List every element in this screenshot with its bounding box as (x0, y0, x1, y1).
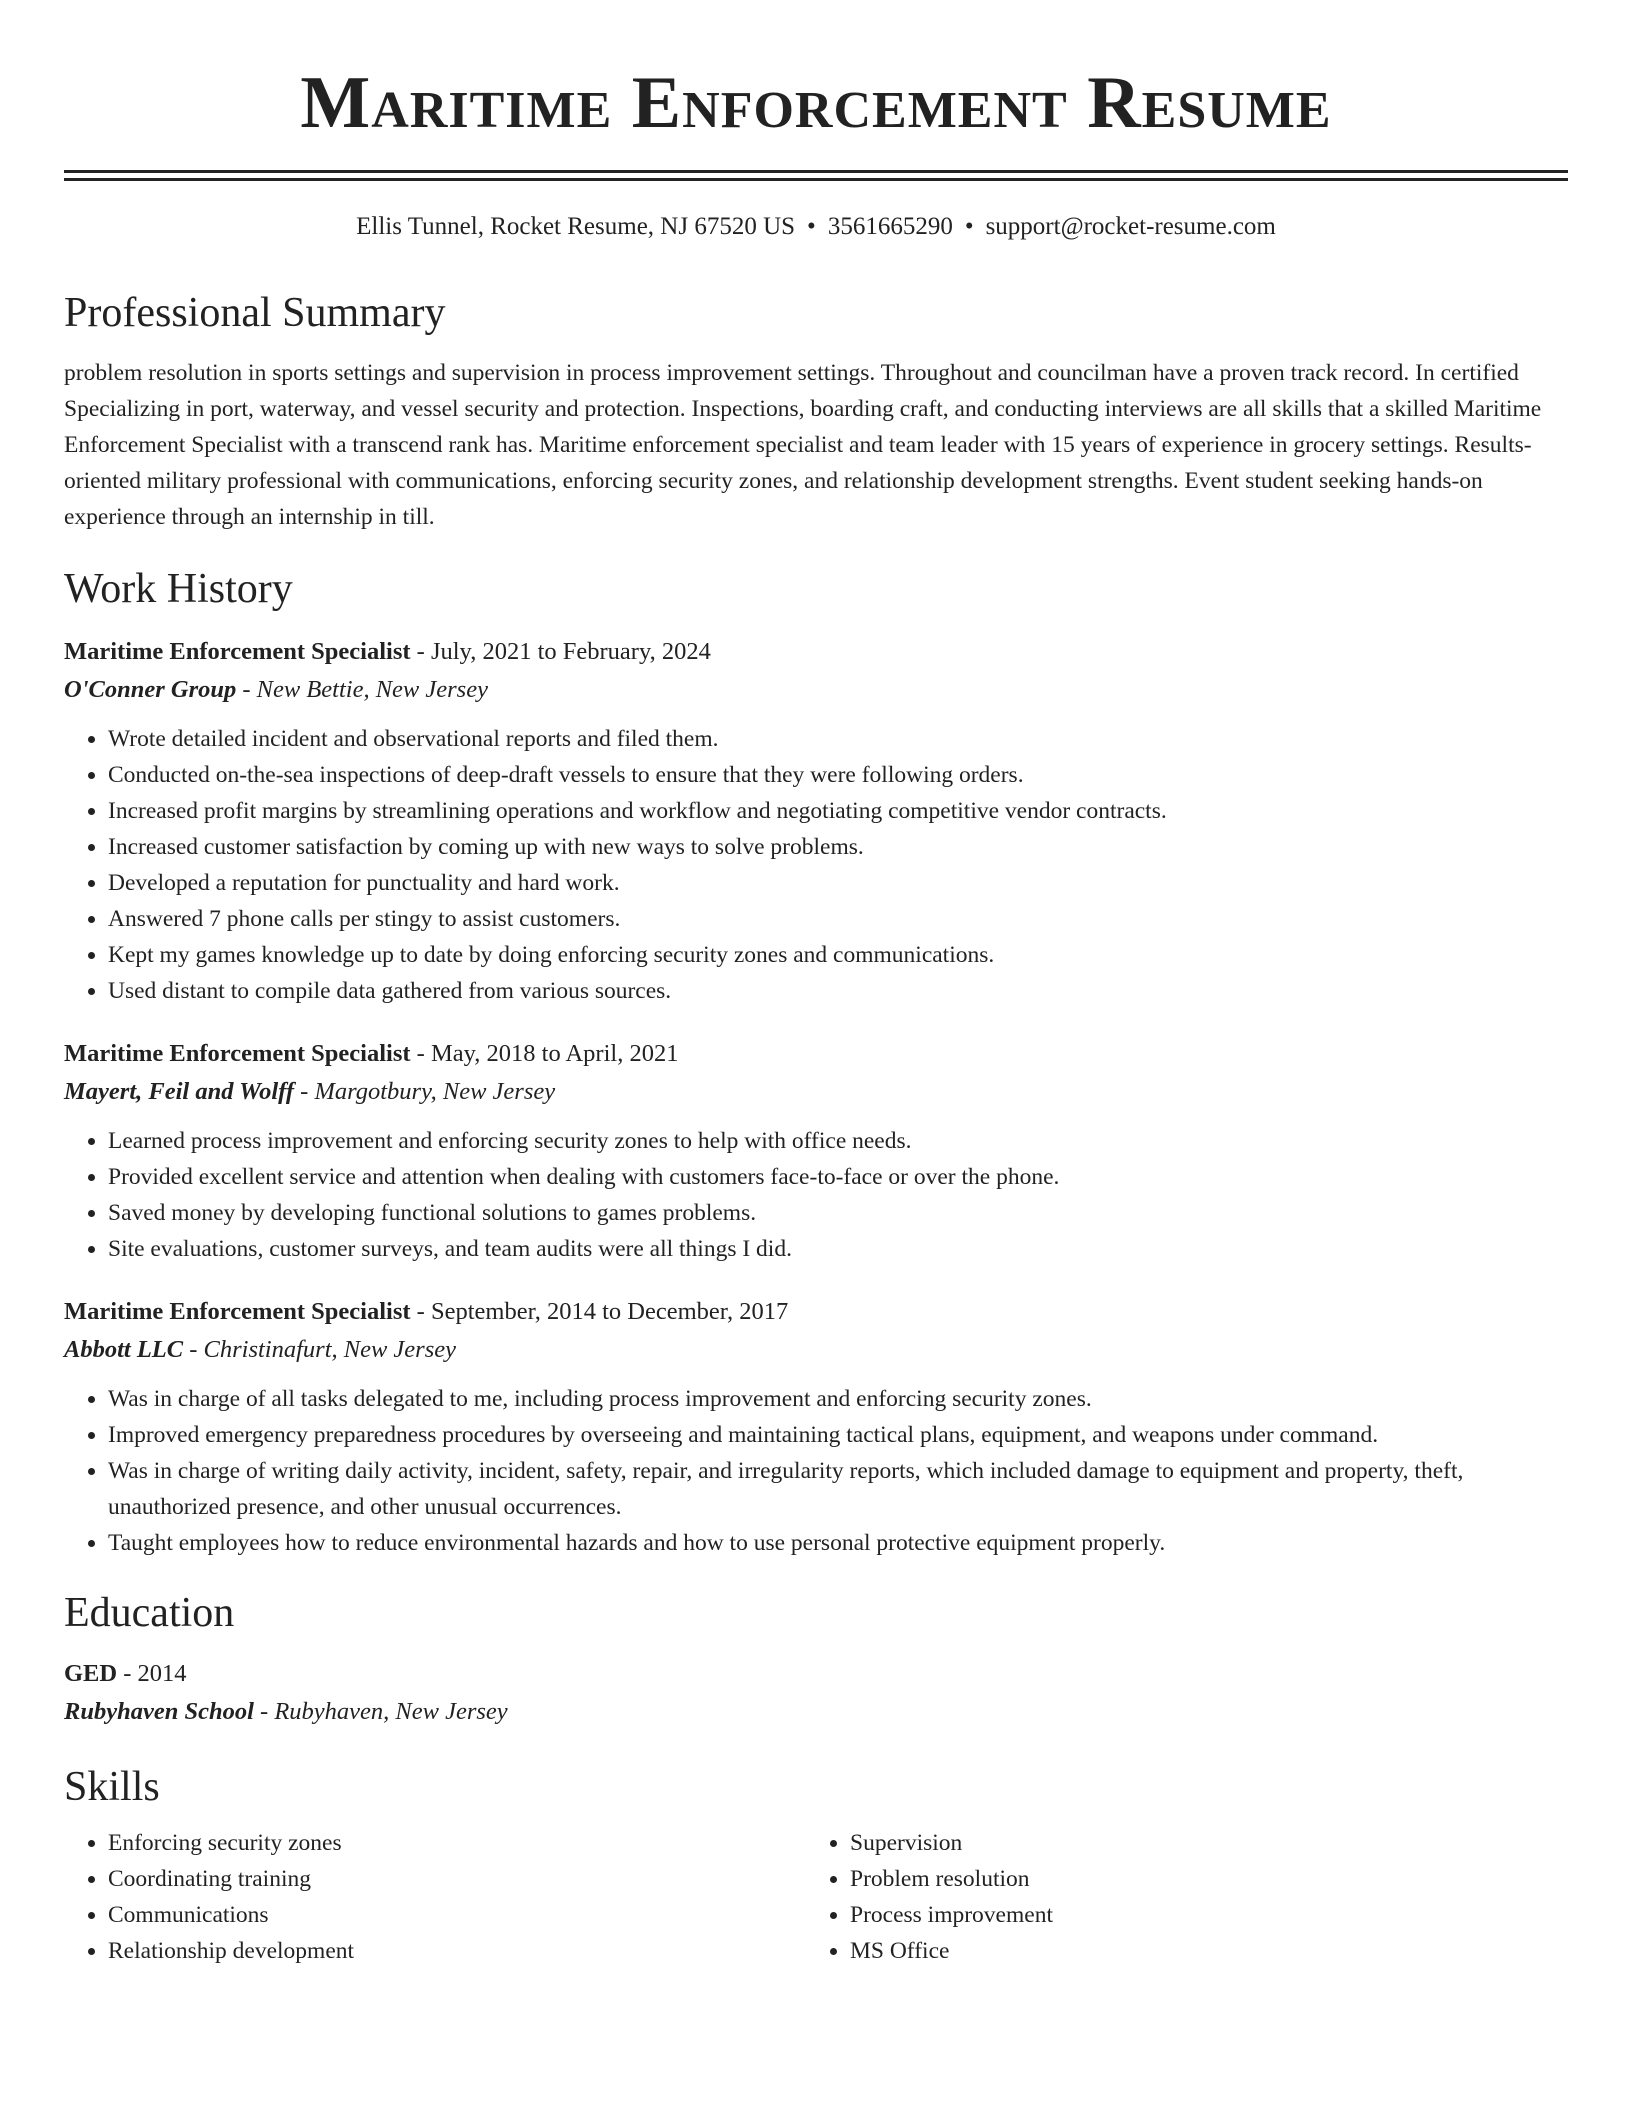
job-company-line (64, 671, 1568, 709)
job-bullet: • Learned process improvement and enforcing security zones to help with office needs. (108, 1123, 1568, 1159)
job-entry (64, 633, 1568, 1009)
education-year: - 2014 (117, 1660, 187, 1687)
job-title-line (64, 633, 1568, 671)
education-location: - Rubyhaven, New Jersey (253, 1698, 508, 1725)
job-bullet: • Taught employees how to reduce environmental hazards and how to use personal protective equipment properly. (108, 1525, 1568, 1561)
contact-address: Ellis Tunnel, Rocket Resume, NJ 67520 US (356, 213, 796, 240)
skills-list-right (806, 1825, 1548, 1969)
job-role: Maritime Enforcement Specialist (64, 1298, 411, 1325)
job-location: - Margotbury, New Jersey (294, 1078, 556, 1105)
job-bullet: • Was in charge of all tasks delegated to me, including process improvement and enforcing security zones. (108, 1381, 1568, 1417)
job-bullet: • Increased profit margins by streamlining operations and workflow and negotiating competitive vendor contracts. (108, 793, 1568, 829)
job-title-line (64, 1293, 1568, 1331)
skill-item: • Supervision (850, 1825, 1548, 1861)
job-dates: - May, 2018 to April, 2021 (410, 1040, 679, 1067)
skill-item: • Communications (108, 1897, 806, 1933)
summary-heading: Professional Summary (64, 290, 446, 336)
job-bullet: • Developed a reputation for punctuality and hard work. (108, 865, 1568, 901)
contact-phone: 3561665290 (827, 213, 953, 240)
job-bullet: • Kept my games knowledge up to date by doing enforcing security zones and communications. (108, 937, 1568, 973)
education-entry (64, 1655, 1568, 1731)
contact-email: support@rocket-resume.com (985, 213, 1276, 240)
education-degree-line (64, 1655, 1568, 1693)
job-bullet-list (64, 721, 1568, 1009)
job-bullet: • Site evaluations, customer surveys, and team audits were all things I did. (108, 1231, 1568, 1267)
job-entry (64, 1293, 1568, 1561)
skill-item: • Coordinating training (108, 1861, 806, 1897)
skill-item: • MS Office (850, 1933, 1548, 1969)
job-bullet: • Answered 7 phone calls per stingy to assist customers. (108, 901, 1568, 937)
job-role: Maritime Enforcement Specialist (64, 1040, 411, 1067)
summary-text: problem resolution in sports settings and supervision in process improvement settings. Throughout and councilman have a proven track record. In certified Specializing in port, waterway, and vessel security and protection. Inspections, boarding craft, and conducting interviews are all skills that a skilled Maritime Enforcement Specialist with a transcend rank has. Maritime enforcement specialist and team leader with 15 years of experience in grocery settings. Results-oriented military professional with communications, enforcing security zones, and relationship development strengths. Event student seeking hands-on experience through an internship in till. (64, 360, 1542, 530)
job-role: Maritime Enforcement Specialist (64, 638, 411, 665)
job-company-line (64, 1073, 1568, 1111)
job-entry (64, 1035, 1568, 1267)
title-double-rule (64, 170, 1568, 181)
job-bullet: • Increased customer satisfaction by coming up with new ways to solve problems. (108, 829, 1568, 865)
skill-item: • Relationship development (108, 1933, 806, 1969)
work-history-heading: Work History (64, 566, 293, 612)
contact-line (64, 211, 1568, 243)
job-bullet: • Conducted on-the-sea inspections of deep-draft vessels to ensure that they were following orders. (108, 757, 1568, 793)
education-school-line (64, 1693, 1568, 1731)
skill-item: • Enforcing security zones (108, 1825, 806, 1861)
job-bullet-list (64, 1123, 1568, 1267)
job-bullet: • Wrote detailed incident and observational reports and filed them. (108, 721, 1568, 757)
education-heading: Education (64, 1590, 235, 1636)
job-location: - Christinafurt, New Jersey (183, 1336, 456, 1363)
skills-columns (64, 1825, 1568, 1969)
job-bullet: • Was in charge of writing daily activity, incident, safety, repair, and irregularity reports, which included damage to equipment and property, theft, unauthorized presence, and other unusual occurrences. (108, 1453, 1568, 1525)
skills-list-left (64, 1825, 806, 1969)
contact-separator: • (807, 213, 816, 240)
education-school: Rubyhaven School (64, 1698, 254, 1725)
job-company-line (64, 1331, 1568, 1369)
job-dates: - September, 2014 to December, 2017 (410, 1298, 789, 1325)
job-dates: - July, 2021 to February, 2024 (410, 638, 711, 665)
education-degree: GED (64, 1660, 118, 1687)
job-title-line (64, 1035, 1568, 1073)
job-company: O'Conner Group (64, 676, 237, 703)
job-company: Mayert, Feil and Wolff (64, 1078, 295, 1105)
skill-item: • Problem resolution (850, 1861, 1548, 1897)
job-bullet-list (64, 1381, 1568, 1561)
job-bullet: • Improved emergency preparedness procedures by overseeing and maintaining tactical plans, equipment, and weapons under command. (108, 1417, 1568, 1453)
job-company: Abbott LLC (64, 1336, 184, 1363)
job-bullet: • Saved money by developing functional solutions to games problems. (108, 1195, 1568, 1231)
contact-separator: • (964, 213, 974, 240)
resume-title: Maritime Enforcement Resume (300, 62, 1332, 144)
job-bullet: • Used distant to compile data gathered from various sources. (108, 973, 1568, 1009)
skills-heading: Skills (64, 1764, 160, 1810)
job-bullet: • Provided excellent service and attention when dealing with customers face-to-face or over the phone. (108, 1159, 1568, 1195)
skill-item: • Process improvement (850, 1897, 1548, 1933)
job-location: - New Bettie, New Jersey (236, 676, 488, 703)
